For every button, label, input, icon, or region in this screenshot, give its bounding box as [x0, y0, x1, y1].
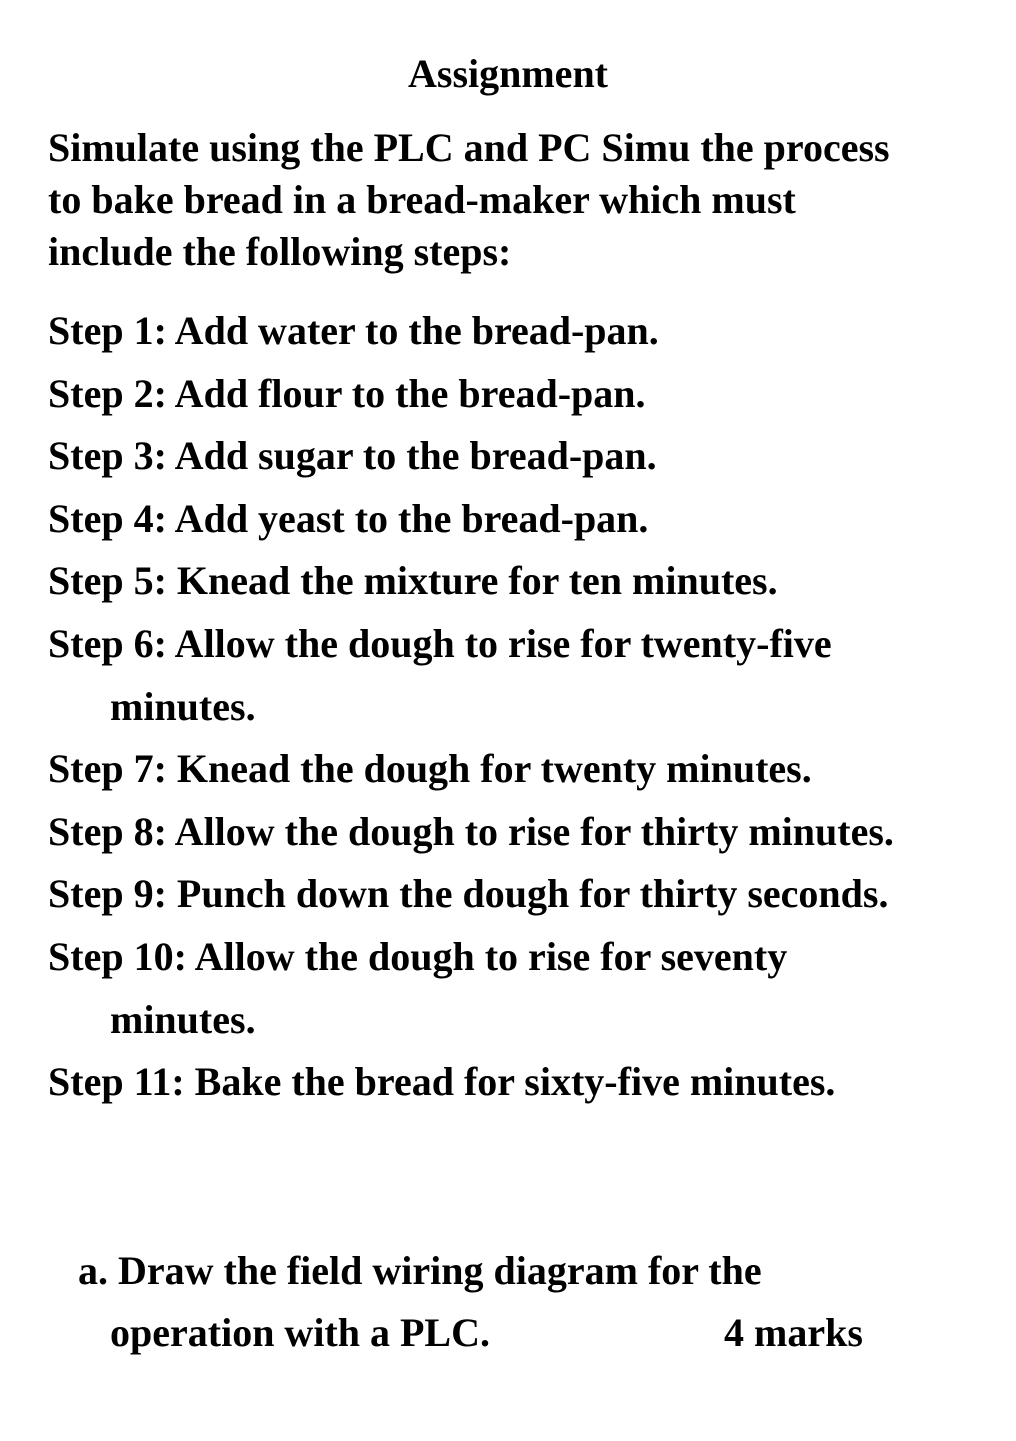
step-4: Step 4: Add yeast to the bread-pan.: [48, 495, 649, 541]
task-line-1: a. Draw the field wiring diagram for the: [78, 1248, 762, 1293]
intro-line: to bake bread in a bread-maker which must: [48, 177, 796, 222]
step-5: Step 5: Knead the mixture for ten minutes.: [48, 558, 778, 604]
step-10: Step 10: Allow the dough to rise for seventy: [48, 933, 788, 979]
step-1: Step 1: Add water to the bread-pan.: [48, 308, 659, 353]
steps-list: [48, 300, 988, 1114]
intro-line: Simulate using the PLC and PC Simu the process: [48, 125, 890, 170]
step-10-continuation: minutes.: [110, 996, 256, 1042]
step-6-continuation: minutes.: [110, 683, 256, 729]
task-line-2: [78, 1302, 958, 1364]
step-3: Step 3: Add sugar to the bread-pan.: [48, 433, 657, 479]
intro-line: include the following steps:: [48, 229, 512, 274]
step-7: Step 7: Knead the dough for twenty minutes.: [48, 746, 812, 792]
step-11: Step 11: Bake the bread for sixty-five minutes.: [48, 1059, 836, 1105]
intro-paragraph: [48, 122, 978, 278]
step-9: Step 9: Punch down the dough for thirty seconds.: [48, 871, 889, 917]
task-a: [78, 1240, 958, 1364]
document-title: Assignment: [407, 51, 609, 96]
task-line-2-text: operation with a PLC.: [110, 1310, 490, 1355]
step-8: Step 8: Allow the dough to rise for thirty minutes.: [48, 808, 894, 854]
step-2: Step 2: Add flour to the bread-pan.: [48, 370, 646, 416]
step-6: Step 6: Allow the dough to rise for twenty-five: [48, 620, 832, 666]
marks-label: 4 marks: [724, 1310, 863, 1355]
